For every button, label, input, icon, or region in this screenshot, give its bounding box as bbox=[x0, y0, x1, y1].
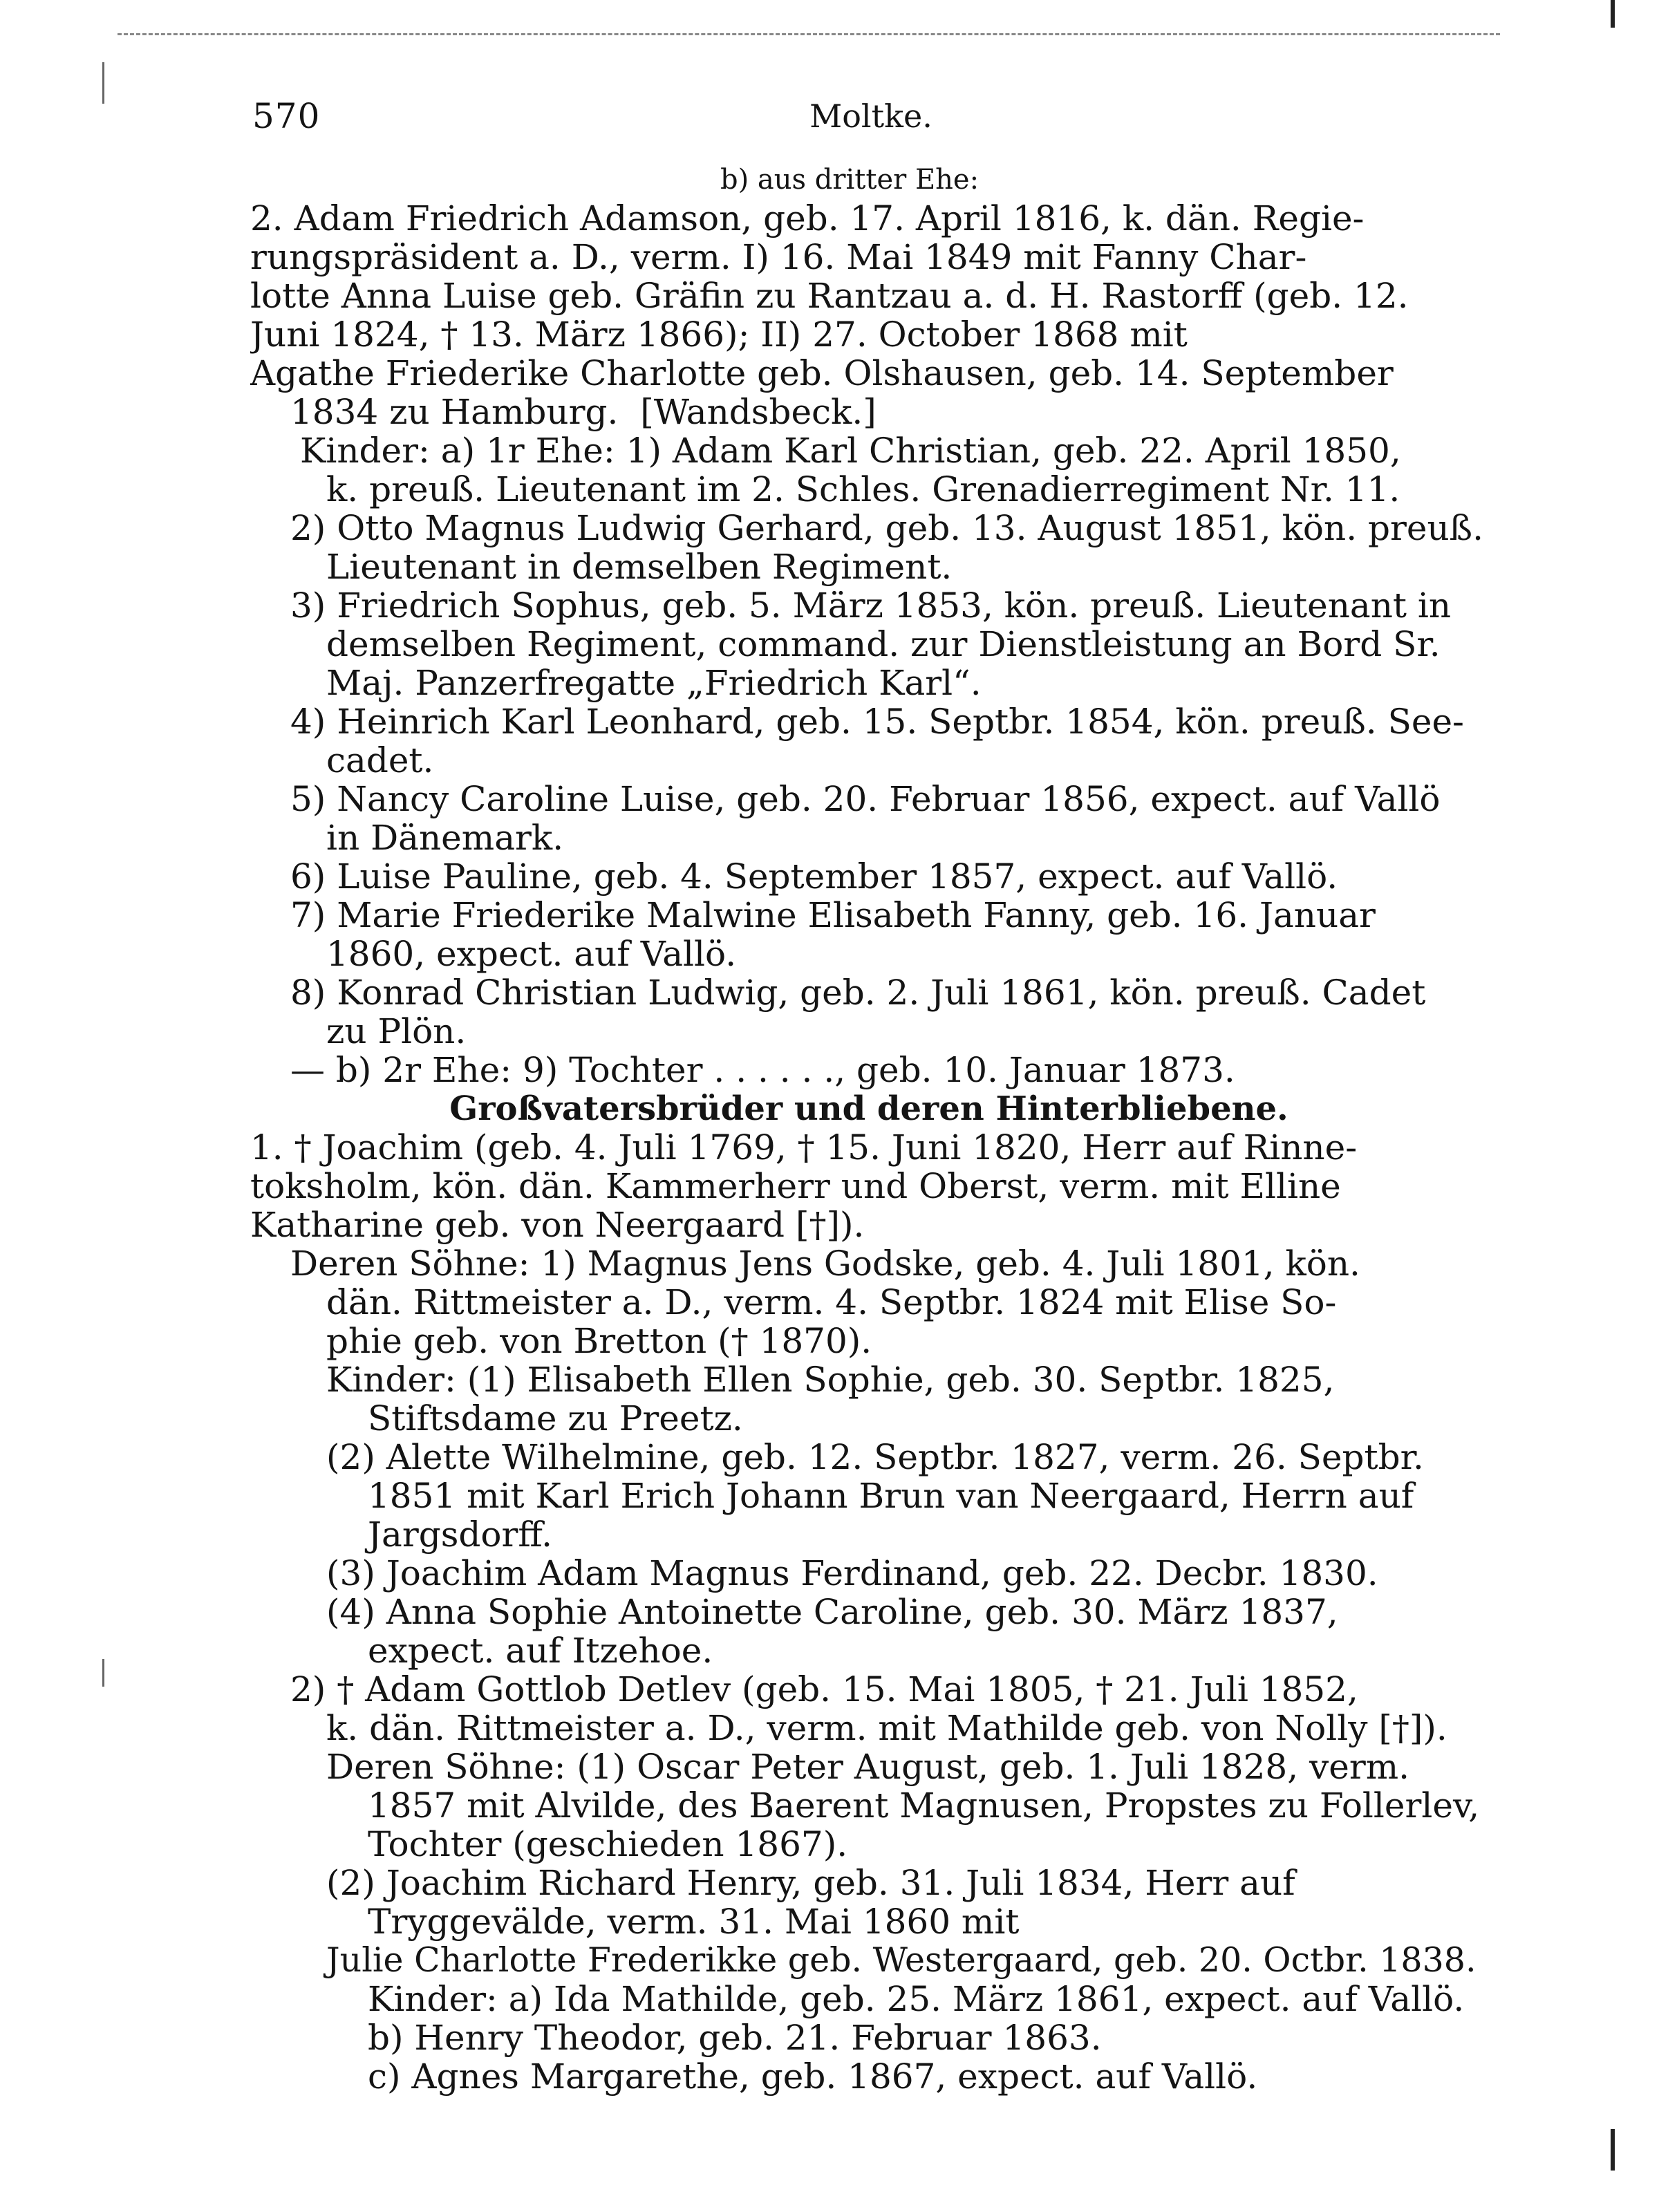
text-line: 6) Luise Pauline, geb. 4. September 1857, expect. auf Vallö. bbox=[290, 857, 1338, 896]
text-line: Katharine geb. von Neergaard [†]). bbox=[250, 1206, 865, 1244]
text-line: Juni 1824, † 13. März 1866); II) 27. October 1868 mit bbox=[250, 315, 1188, 354]
text-line: 5) Nancy Caroline Luise, geb. 20. Februar 1856, expect. auf Vallö bbox=[290, 780, 1441, 818]
text-line: cadet. bbox=[326, 741, 434, 780]
text-line: c) Agnes Margarethe, geb. 1867, expect. auf Vallö. bbox=[368, 2057, 1258, 2096]
text-line: demselben Regiment, command. zur Dienstleistung an Bord Sr. bbox=[326, 625, 1441, 664]
text-line: (3) Joachim Adam Magnus Ferdinand, geb. 22. Decbr. 1830. bbox=[326, 1554, 1378, 1593]
text-line: b) Henry Theodor, geb. 21. Februar 1863. bbox=[368, 2018, 1102, 2057]
text-line: Tochter (geschieden 1867). bbox=[368, 1825, 848, 1864]
section-heading: Großvatersbrüder und deren Hinterbliebene. bbox=[449, 1089, 1288, 1128]
scan-dashed-rule-top bbox=[118, 33, 1500, 35]
text-line: Tryggevälde, verm. 31. Mai 1860 mit bbox=[368, 1902, 1020, 1941]
text-line: b) aus dritter Ehe: bbox=[720, 164, 980, 196]
text-line: in Dänemark. bbox=[326, 818, 564, 857]
text-line: 3) Friedrich Sophus, geb. 5. März 1853, kön. preuß. Lieutenant in bbox=[290, 586, 1452, 625]
text-line: Lieutenant in demselben Regiment. bbox=[326, 547, 953, 586]
text-line: 2. Adam Friedrich Adamson, geb. 17. April 1816, k. dän. Regie- bbox=[250, 199, 1365, 238]
text-line: 1. † Joachim (geb. 4. Juli 1769, † 15. Juni 1820, Herr auf Rinne- bbox=[250, 1128, 1358, 1167]
text-line: k. dän. Rittmeister a. D., verm. mit Mathilde geb. von Nolly [†]). bbox=[326, 1709, 1447, 1747]
text-line: 1851 mit Karl Erich Johann Brun van Neergaard, Herrn auf bbox=[368, 1477, 1414, 1515]
text-line: Maj. Panzerfregatte „Friedrich Karl“. bbox=[326, 664, 982, 702]
body-text bbox=[250, 160, 1488, 2096]
text-line: — b) 2r Ehe: 9) Tochter . . . . . ., geb. 10. Januar 1873. bbox=[290, 1051, 1235, 1089]
text-line: 1857 mit Alvilde, des Baerent Magnusen, Propstes zu Follerlev, bbox=[368, 1786, 1480, 1825]
text-line: toksholm, kön. dän. Kammerherr und Oberst, verm. mit Elline bbox=[250, 1167, 1341, 1206]
text-line: Julie Charlotte Frederikke geb. Westergaard, geb. 20. Octbr. 1838. bbox=[326, 1941, 1477, 1980]
text-line: 8) Konrad Christian Ludwig, geb. 2. Juli 1861, kön. preuß. Cadet bbox=[290, 973, 1426, 1012]
text-line: 4) Heinrich Karl Leonhard, geb. 15. Septbr. 1854, kön. preuß. See- bbox=[290, 702, 1464, 741]
text-line: 2) † Adam Gottlob Detlev (geb. 15. Mai 1805, † 21. Juli 1852, bbox=[290, 1670, 1358, 1709]
text-line: Kinder: (1) Elisabeth Ellen Sophie, geb. 30. Septbr. 1825, bbox=[326, 1360, 1335, 1399]
text-line: Jargsdorff. bbox=[368, 1515, 553, 1554]
text-line: Agathe Friederike Charlotte geb. Olshausen, geb. 14. September bbox=[250, 354, 1394, 393]
text-line: lotte Anna Luise geb. Gräfin zu Rantzau a. d. H. Rastorff (geb. 12. bbox=[250, 276, 1409, 315]
page-header bbox=[252, 97, 1490, 145]
text-line: Kinder: a) Ida Mathilde, geb. 25. März 1861, expect. auf Vallö. bbox=[368, 1980, 1465, 2018]
text-line: (2) Joachim Richard Henry, geb. 31. Juli 1834, Herr auf bbox=[326, 1864, 1295, 1902]
text-line: Deren Söhne: 1) Magnus Jens Godske, geb. 4. Juli 1801, kön. bbox=[290, 1244, 1360, 1283]
text-line: (4) Anna Sophie Antoinette Caroline, geb. 30. März 1837, bbox=[326, 1593, 1338, 1631]
text-line: k. preuß. Lieutenant im 2. Schles. Grenadierregiment Nr. 11. bbox=[326, 470, 1400, 509]
text-line: 1834 zu Hamburg. [Wandsbeck.] bbox=[290, 393, 877, 431]
text-line: zu Plön. bbox=[326, 1012, 467, 1051]
text-line: 7) Marie Friederike Malwine Elisabeth Fanny, geb. 16. Januar bbox=[290, 896, 1376, 935]
text-line: dän. Rittmeister a. D., verm. 4. Septbr. 1824 mit Elise So- bbox=[326, 1283, 1337, 1322]
scan-edge-mark bbox=[1611, 2129, 1615, 2171]
page-number: 570 bbox=[252, 96, 321, 136]
text-line: rungspräsident a. D., verm. I) 16. Mai 1849 mit Fanny Char- bbox=[250, 238, 1307, 276]
scan-left-edge-mark bbox=[102, 62, 104, 104]
text-line: Stiftsdame zu Preetz. bbox=[368, 1399, 743, 1438]
text-line: Deren Söhne: (1) Oscar Peter August, geb. 1. Juli 1828, verm. bbox=[326, 1747, 1410, 1786]
running-head: Moltke. bbox=[809, 97, 932, 135]
text-line: (2) Alette Wilhelmine, geb. 12. Septbr. 1827, verm. 26. Septbr. bbox=[326, 1438, 1424, 1477]
text-line: phie geb. von Bretton († 1870). bbox=[326, 1322, 872, 1360]
scan-left-edge-mark bbox=[102, 1659, 104, 1687]
text-line: 2) Otto Magnus Ludwig Gerhard, geb. 13. August 1851, kön. preuß. bbox=[290, 509, 1483, 547]
text-line: expect. auf Itzehoe. bbox=[368, 1631, 713, 1670]
text-line: 1860, expect. auf Vallö. bbox=[326, 935, 737, 973]
text-line: Kinder: a) 1r Ehe: 1) Adam Karl Christian, geb. 22. April 1850, bbox=[300, 431, 1401, 470]
scan-edge-mark bbox=[1611, 0, 1615, 28]
